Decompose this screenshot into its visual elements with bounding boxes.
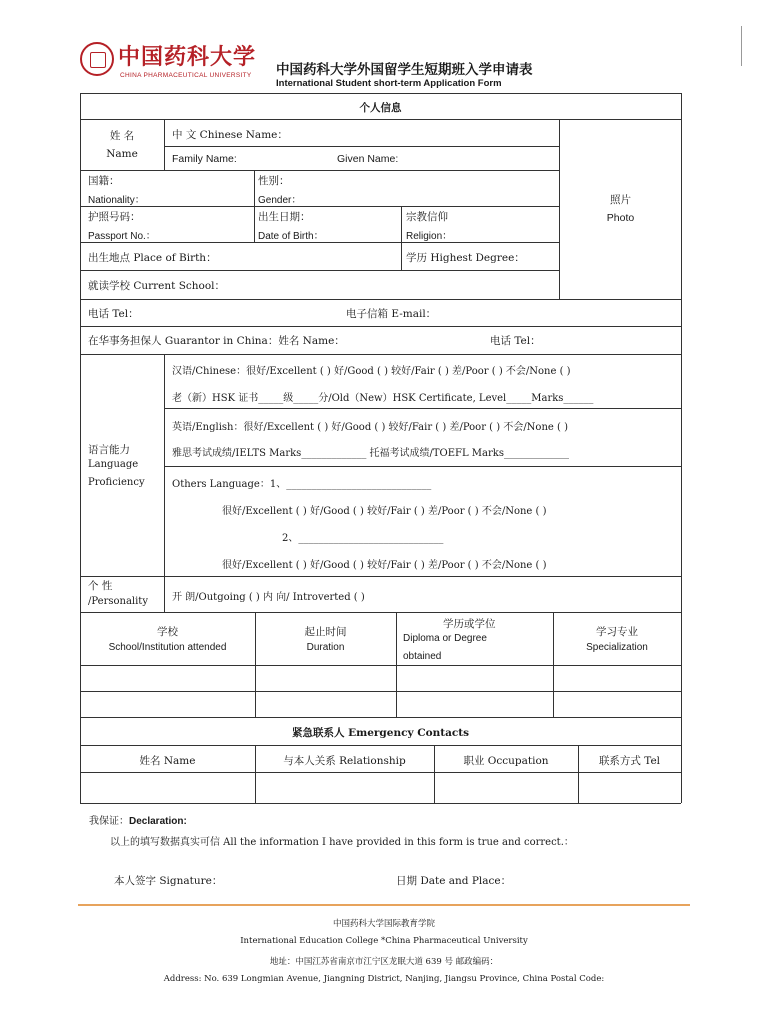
gender-label-cn: 性别： bbox=[258, 175, 290, 187]
declaration-text: 以上的填写数据真实可信 All the information I have provided in this form is true and correct.： bbox=[110, 837, 574, 848]
footer-address-en: Address: No. 639 Longmian Avenue, Jiangning District, Nanjing, Jiangsu Province, China Postal Code: bbox=[163, 974, 605, 984]
family-name-field[interactable]: Family Name: bbox=[172, 153, 237, 165]
current-school-field[interactable]: 就读学校 Current School： bbox=[88, 280, 226, 292]
nationality-label-cn: 国籍： bbox=[88, 175, 120, 187]
highest-degree-field[interactable]: 学历 Highest Degree： bbox=[406, 252, 525, 264]
emergency-tel-header: 联系方式 Tel bbox=[598, 755, 661, 767]
edu-duration-header-en: Duration bbox=[306, 642, 345, 653]
other-language-2-field[interactable]: 2、_____________________________ bbox=[282, 533, 444, 544]
footer-college-en: International Education College *China Pharmaceutical University bbox=[240, 936, 528, 946]
edu-school-header-en: School/Institution attended bbox=[108, 642, 227, 653]
emergency-name-header: 姓名 Name bbox=[139, 755, 196, 767]
footer-divider bbox=[78, 904, 690, 906]
edu-degree-header-cn: 学历或学位 bbox=[443, 618, 496, 630]
date-place-field[interactable]: 日期 Date and Place： bbox=[396, 875, 512, 887]
chinese-level-options[interactable]: 汉语/Chinese：很好/Excellent ( ) 好/Good ( ) 较好/Fair ( ) 差/Poor ( ) 不会/None ( ) bbox=[172, 366, 571, 377]
passport-field[interactable]: Passport No.： bbox=[88, 231, 156, 242]
personality-label-en: /Personality bbox=[88, 596, 148, 607]
section-personal-info: 个人信息 bbox=[359, 102, 402, 114]
english-level-options[interactable]: 英语/English：很好/Excellent ( ) 好/Good ( ) 较好/Fair ( ) 差/Poor ( ) 不会/None ( ) bbox=[172, 422, 568, 433]
ielts-toefl-field[interactable]: 雅思考试成绩/IELTS Marks_____________ 托福考试成绩/TOEFL Marks_____________ bbox=[172, 448, 569, 459]
edu-school-header-cn: 学校 bbox=[157, 626, 178, 638]
tel-field[interactable]: 电话 Tel： bbox=[88, 308, 139, 320]
name-label-en: Name bbox=[106, 148, 138, 160]
emergency-occupation-header: 职业 Occupation bbox=[463, 755, 549, 767]
edu-degree-header-en: Diploma or Degree bbox=[403, 633, 487, 644]
declaration-label-en: Declaration: bbox=[129, 816, 187, 827]
language-label-en: Language bbox=[88, 459, 139, 470]
edu-specialization-header-cn: 学习专业 bbox=[596, 626, 638, 638]
dob-field[interactable]: Date of Birth： bbox=[258, 231, 324, 242]
personality-label-cn: 个 性 bbox=[88, 580, 113, 592]
edu-degree-header-en-2: obtained bbox=[403, 651, 442, 662]
section-emergency-contacts: 紧急联系人 Emergency Contacts bbox=[291, 727, 470, 739]
given-name-field[interactable]: Given Name: bbox=[337, 153, 399, 165]
photo-label-cn: 照片 bbox=[610, 194, 631, 206]
religion-label-cn: 宗教信仰 bbox=[406, 211, 448, 223]
emergency-contact-row[interactable] bbox=[81, 773, 680, 802]
guarantor-tel-field[interactable]: 电话 Tel： bbox=[490, 335, 541, 347]
scroll-edge-mark bbox=[741, 26, 742, 66]
form-title-english: International Student short-term Application Form bbox=[276, 78, 502, 89]
other-language-1-options[interactable]: 很好/Excellent ( ) 好/Good ( ) 较好/Fair ( ) 差/Poor ( ) 不会/None ( ) bbox=[222, 506, 547, 517]
other-language-2-options[interactable]: 很好/Excellent ( ) 好/Good ( ) 较好/Fair ( ) 差/Poor ( ) 不会/None ( ) bbox=[222, 560, 547, 571]
proficiency-label-en: Proficiency bbox=[88, 477, 145, 488]
language-label-cn: 语言能力 bbox=[88, 444, 130, 456]
form-title-chinese: 中国药科大学外国留学生短期班入学申请表 bbox=[276, 62, 533, 78]
logo-chinese-text: 中国药科大学 bbox=[118, 44, 257, 70]
education-row-1[interactable] bbox=[81, 666, 680, 691]
edu-duration-header-cn: 起止时间 bbox=[304, 626, 347, 638]
dob-label-cn: 出生日期： bbox=[258, 211, 311, 223]
chinese-name-field[interactable]: 中 文 Chinese Name： bbox=[172, 129, 288, 141]
emergency-relationship-header: 与本人关系 Relationship bbox=[283, 755, 406, 767]
hsk-certificate-field[interactable]: 老（新）HSK 证书_____级_____分/Old（New）HSK Certificate, Level_____Marks______ bbox=[172, 393, 594, 404]
footer-college-cn: 中国药科大学国际教育学院 bbox=[332, 919, 435, 929]
education-row-2[interactable] bbox=[81, 692, 680, 717]
name-label-cn: 姓 名 bbox=[109, 130, 135, 142]
passport-label-cn: 护照号码： bbox=[88, 211, 141, 223]
place-of-birth-field[interactable]: 出生地点 Place of Birth： bbox=[88, 252, 217, 264]
logo-english-text: CHINA PHARMACEUTICAL UNIVERSITY bbox=[120, 72, 252, 79]
email-field[interactable]: 电子信箱 E-mail： bbox=[346, 308, 437, 320]
edu-specialization-header-en: Specialization bbox=[586, 642, 648, 653]
photo-label-en[interactable]: Photo bbox=[606, 212, 635, 224]
signature-field[interactable]: 本人签字 Signature： bbox=[114, 875, 223, 887]
gender-field[interactable]: Gender： bbox=[258, 195, 302, 206]
personality-options[interactable]: 开 朗/Outgoing ( ) 内 向/ Introverted ( ) bbox=[172, 592, 365, 603]
footer-address-cn: 地址：中国江苏省南京市江宁区龙眠大道 639 号 邮政编码： bbox=[269, 957, 499, 967]
religion-field[interactable]: Religion： bbox=[406, 231, 453, 242]
other-language-1-field[interactable]: Others Language：1、_____________________________ bbox=[172, 479, 432, 490]
university-seal-logo bbox=[80, 42, 114, 76]
declaration-label-cn: 我保证：Declaration: bbox=[89, 816, 187, 827]
nationality-field[interactable]: Nationality： bbox=[88, 195, 145, 206]
guarantor-name-field[interactable]: 在华事务担保人 Guarantor in China：姓名 Name： bbox=[88, 335, 345, 347]
